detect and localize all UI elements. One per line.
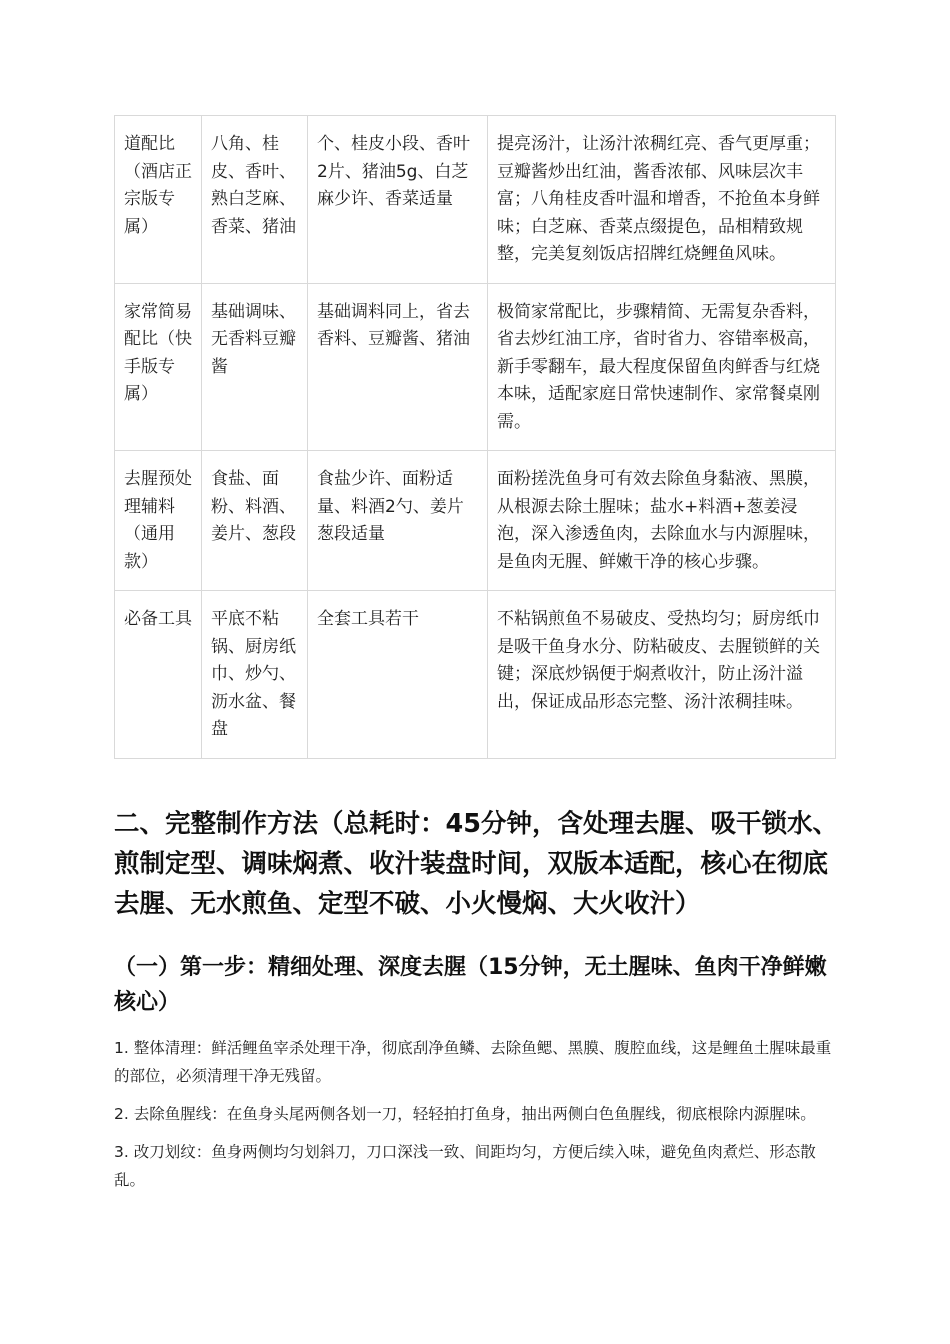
table-cell-amount: 基础调料同上，省去香料、豆瓣酱、猪油 <box>308 283 488 451</box>
table-row <box>115 591 836 759</box>
table-cell-effect: 不粘锅煎鱼不易破皮、受热均匀；厨房纸巾是吸干鱼身水分、防粘破皮、去腥锁鲜的关键；深底炒锅便于焖煮收汁，防止汤汁溢出，保证成品形态完整、汤汁浓稠挂味。 <box>488 591 836 759</box>
step-item: 1. 整体清理：鲜活鲤鱼宰杀处理干净，彻底刮净鱼鳞、去除鱼鳃、黑膜、腹腔血线，这是鲤鱼土腥味最重的部位，必须清理干净无残留。 <box>114 1039 832 1085</box>
table-cell-category: 家常简易配比（快手版专属） <box>115 283 202 451</box>
step-item: 2. 去除鱼腥线：在鱼身头尾两侧各划一刀，轻轻拍打鱼身，抽出两侧白色鱼腥线，彻底根除内源腥味。 <box>114 1105 816 1123</box>
table-cell-category: 道配比（酒店正宗版专属） <box>115 116 202 284</box>
table-cell-category: 去腥预处理辅料（通用款） <box>115 451 202 591</box>
table-cell-effect: 极简家常配比，步骤精简、无需复杂香料，省去炒红油工序，省时省力、容错率极高，新手零翻车，最大程度保留鱼肉鲜香与红烧本味，适配家庭日常快速制作、家常餐桌刚需。 <box>488 283 836 451</box>
ingredients-table <box>114 115 836 759</box>
step-item: 3. 改刀划纹：鱼身两侧均匀划斜刀，刀口深浅一致、间距均匀，方便后续入味，避免鱼肉煮烂、形态散乱。 <box>114 1143 816 1189</box>
table-cell-category: 必备工具 <box>115 591 202 759</box>
steps-list <box>114 1034 832 1204</box>
table-cell-ingredients: 平底不粘锅、厨房纸巾、炒勺、沥水盆、餐盘 <box>202 591 308 759</box>
section-heading: 二、完整制作方法（总耗时：45分钟，含处理去腥、吸干锁水、煎制定型、调味焖煮、收汁装盘时间，双版本适配，核心在彻底去腥、无水煎鱼、定型不破、小火慢焖、大火收汁） <box>114 809 838 919</box>
table-row <box>115 451 836 591</box>
table-cell-ingredients: 食盐、面粉、料酒、姜片、葱段 <box>202 451 308 591</box>
table-cell-amount: 食盐少许、面粉适量、料酒2勺、姜片葱段适量 <box>308 451 488 591</box>
table-cell-ingredients: 基础调味、无香料豆瓣酱 <box>202 283 308 451</box>
table-cell-effect: 面粉搓洗鱼身可有效去除鱼身黏液、黑膜，从根源去除土腥味；盐水+料酒+葱姜浸泡，深入渗透鱼肉，去除血水与内源腥味，是鱼肉无腥、鲜嫩干净的核心步骤。 <box>488 451 836 591</box>
table-cell-amount: 个、桂皮小段、香叶2片、猪油5g、白芝麻少许、香菜适量 <box>308 116 488 284</box>
table-cell-amount: 全套工具若干 <box>308 591 488 759</box>
sub-heading: （一）第一步：精细处理、深度去腥（15分钟，无土腥味、鱼肉干净鲜嫩核心） <box>114 955 827 1015</box>
table-row <box>115 283 836 451</box>
table-cell-ingredients: 八角、桂皮、香叶、熟白芝麻、香菜、猪油 <box>202 116 308 284</box>
table-row <box>115 116 836 284</box>
table-cell-effect: 提亮汤汁，让汤汁浓稠红亮、香气更厚重；豆瓣酱炒出红油，酱香浓郁、风味层次丰富；八角桂皮香叶温和增香，不抢鱼本身鲜味；白芝麻、香菜点缀提色，品相精致规整，完美复刻饭店招牌红烧鲤鱼风味。 <box>488 116 836 284</box>
